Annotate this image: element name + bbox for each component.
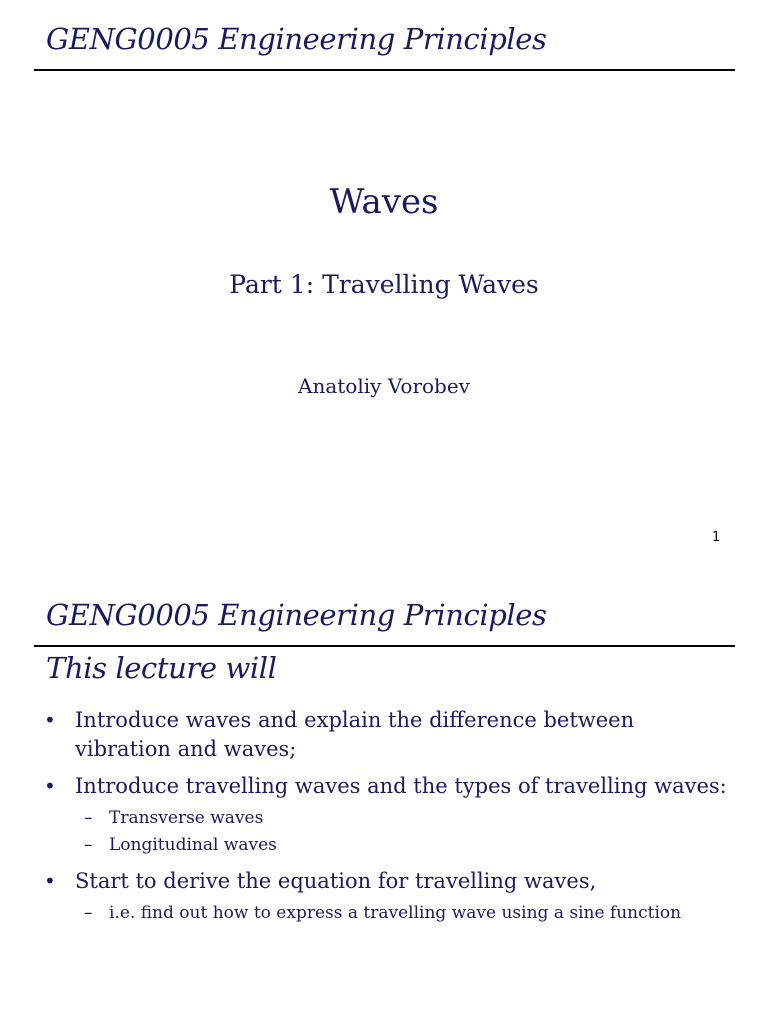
bullet-list (36, 706, 736, 935)
page-number: 1 (712, 530, 721, 545)
bullet-item (36, 772, 736, 859)
slide-header: GENG0005 Engineering Principles (46, 22, 547, 56)
bullet-item (36, 867, 736, 927)
slide-header: GENG0005 Engineering Principles (46, 598, 547, 632)
sub-bullet-list (75, 805, 736, 859)
author-name: Anatoliy Vorobev (298, 374, 470, 398)
slide-title: Waves (329, 182, 439, 222)
slide-2 (0, 576, 768, 1024)
sub-bullet-item: – Transverse waves (75, 805, 736, 832)
slide-subtitle: Part 1: Travelling Waves (229, 270, 539, 299)
bullet-item (36, 706, 736, 764)
bullet-text: Start to derive the equation for travelling waves, (75, 869, 597, 893)
lecture-heading: This lecture will (46, 651, 277, 685)
sub-bullet-item: – i.e. find out how to express a travelling wave using a sine function (75, 900, 736, 927)
sub-bullet-list (75, 900, 736, 927)
header-rule (34, 69, 735, 71)
bullet-text: Introduce waves and explain the difference between vibration and waves; (75, 708, 635, 761)
sub-bullet-item: – Longitudinal waves (75, 832, 736, 859)
bullet-text: Introduce travelling waves and the types of travelling waves: (75, 774, 727, 798)
header-rule (34, 645, 735, 647)
